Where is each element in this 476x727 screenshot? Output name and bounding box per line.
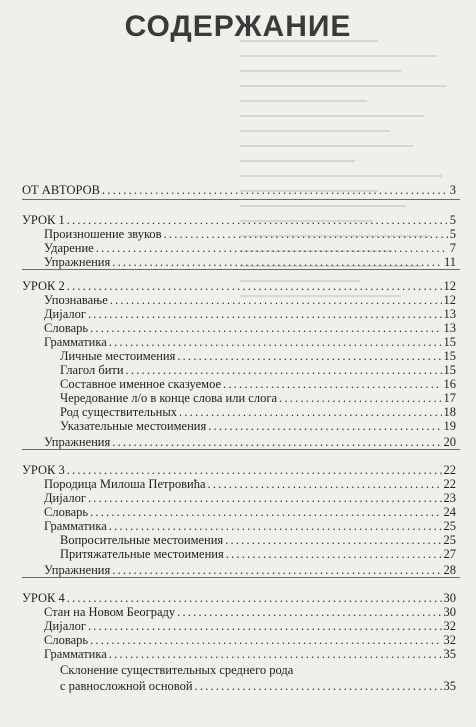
- toc-entry[interactable]: [44, 321, 456, 335]
- toc-entry-title: Притяжательные местоимения: [60, 547, 224, 561]
- toc-entry[interactable]: [44, 477, 456, 491]
- toc-page-number: 13: [443, 321, 456, 335]
- toc-entry[interactable]: [44, 293, 456, 307]
- dot-leader: [177, 605, 441, 619]
- toc-entry-title: с равносложной основой: [60, 679, 193, 693]
- dot-leader: [88, 491, 442, 505]
- toc-entry-title: Указательные местоимения: [60, 419, 207, 433]
- toc-page-number: 35: [443, 679, 456, 693]
- toc-entry-title: Глагол бити: [60, 363, 124, 377]
- toc-entry-title: Стан на Новом Београду: [44, 605, 176, 619]
- dot-leader: [88, 307, 442, 321]
- toc-entry-title: Грамматика: [44, 647, 107, 661]
- dot-leader: [177, 349, 441, 363]
- toc-page-number: 18: [443, 405, 456, 419]
- dot-leader: [102, 183, 448, 197]
- toc-entry[interactable]: [44, 505, 456, 519]
- toc-page-number: 12: [443, 293, 456, 307]
- toc-entry[interactable]: [44, 619, 456, 633]
- toc-page-number: 32: [443, 633, 456, 647]
- dot-leader: [112, 435, 441, 449]
- dot-leader: [208, 419, 441, 433]
- toc-page-number: 28: [443, 563, 456, 577]
- toc-entry[interactable]: [60, 349, 456, 363]
- toc-entry-title: Род существительных: [60, 405, 178, 419]
- section-divider: [22, 577, 460, 578]
- toc-entry[interactable]: [44, 605, 456, 619]
- toc-entry[interactable]: [60, 377, 456, 391]
- toc-page-number: 32: [443, 619, 456, 633]
- dot-leader: [109, 647, 442, 661]
- toc-page-number: 3: [449, 183, 456, 197]
- toc-entry[interactable]: [44, 647, 456, 661]
- toc-entry-title: УРОК 4: [22, 591, 65, 605]
- toc-entry[interactable]: [44, 491, 456, 505]
- toc-entry-title: УРОК 1: [22, 213, 65, 227]
- toc-entry-title: Составное именное сказуемое: [60, 377, 222, 391]
- section-divider: [22, 269, 460, 270]
- toc-entry-title: Дијалог: [44, 619, 86, 633]
- toc-entry-title: Упознавање: [44, 293, 108, 307]
- toc-entry-title: Ударение: [44, 241, 94, 255]
- toc-entry[interactable]: [44, 227, 456, 241]
- toc-page-number: 30: [443, 605, 456, 619]
- toc-entry[interactable]: [60, 533, 456, 547]
- toc-entry[interactable]: [44, 335, 456, 349]
- toc-page-number: 15: [443, 349, 456, 363]
- toc-entry-title: Словарь: [44, 321, 89, 335]
- toc-entry[interactable]: [22, 213, 456, 227]
- toc-entry[interactable]: [60, 663, 456, 677]
- toc-entry[interactable]: [44, 563, 456, 577]
- dot-leader: [110, 293, 442, 307]
- toc-entry[interactable]: [44, 255, 456, 269]
- toc-entry-title: Словарь: [44, 505, 89, 519]
- dot-leader: [109, 335, 442, 349]
- dot-leader: [90, 321, 441, 335]
- dot-leader: [223, 377, 441, 391]
- toc-entry-title: Упражнения: [44, 435, 111, 449]
- dot-leader: [90, 505, 441, 519]
- toc-entry[interactable]: [44, 241, 456, 255]
- toc-page-number: 23: [443, 491, 456, 505]
- toc-entry-title: Упражнения: [44, 563, 111, 577]
- dot-leader: [96, 241, 448, 255]
- toc-entry[interactable]: [44, 307, 456, 321]
- toc-entry-title: Личные местоимения: [60, 349, 176, 363]
- dot-leader: [109, 519, 442, 533]
- dot-leader: [90, 633, 441, 647]
- dot-leader: [208, 477, 442, 491]
- toc-page-number: 13: [443, 307, 456, 321]
- toc-entry-title: Дијалог: [44, 491, 86, 505]
- dot-leader: [126, 363, 442, 377]
- toc-entry-title: Дијалог: [44, 307, 86, 321]
- toc-entry-title: ОТ АВТОРОВ: [22, 183, 100, 197]
- toc-page-number: 5: [449, 227, 456, 241]
- toc-entry-title: УРОК 3: [22, 463, 65, 477]
- dot-leader: [164, 227, 448, 241]
- toc-entry-title: Склонение существительных среднего рода: [60, 663, 294, 677]
- toc-entry-title: Произношение звуков: [44, 227, 162, 241]
- toc-page-number: 35: [443, 647, 456, 661]
- dot-leader: [195, 679, 442, 693]
- toc-page-number: 7: [449, 241, 456, 255]
- toc-page-number: 20: [443, 435, 456, 449]
- toc-entry-title: Чередование л/о в конце слова или слога: [60, 391, 278, 405]
- dot-leader: [67, 213, 448, 227]
- toc-page-number: 22: [443, 477, 456, 491]
- dot-leader: [67, 463, 442, 477]
- toc-entry[interactable]: [22, 183, 456, 197]
- toc-page-number: 25: [443, 519, 456, 533]
- toc-entry-title: УРОК 2: [22, 279, 65, 293]
- toc-page-number: 15: [443, 335, 456, 349]
- toc-entry[interactable]: [60, 547, 456, 561]
- dot-leader: [225, 533, 441, 547]
- dot-leader: [67, 279, 442, 293]
- toc-page-number: 12: [443, 279, 456, 293]
- toc-entry-title: Упражнения: [44, 255, 111, 269]
- toc-entry[interactable]: [22, 279, 456, 293]
- dot-leader: [226, 547, 442, 561]
- toc-entry[interactable]: [22, 591, 456, 605]
- toc-page-number: 25: [443, 533, 456, 547]
- toc-entry-title: Словарь: [44, 633, 89, 647]
- toc-page-number: 11: [443, 255, 456, 269]
- page-title: СОДЕРЖАНИЕ: [124, 10, 352, 43]
- toc-page-number: 5: [449, 213, 456, 227]
- toc-page-number: 19: [443, 419, 456, 433]
- toc-entry[interactable]: [60, 679, 456, 693]
- section-divider: [22, 199, 460, 200]
- dot-leader: [179, 405, 441, 419]
- toc-page-number: 17: [443, 391, 456, 405]
- toc-page-number: 15: [443, 363, 456, 377]
- toc-entry[interactable]: [60, 363, 456, 377]
- toc-entry-title: Породица Милоша Петровића: [44, 477, 206, 491]
- dot-leader: [279, 391, 441, 405]
- toc-entry[interactable]: [60, 391, 456, 405]
- toc-entry-title: Грамматика: [44, 335, 107, 349]
- toc-page-number: 16: [443, 377, 456, 391]
- dot-leader: [88, 619, 442, 633]
- dot-leader: [112, 255, 442, 269]
- toc-entry-title: Грамматика: [44, 519, 107, 533]
- toc-entry[interactable]: [44, 633, 456, 647]
- toc-entry-title: Вопросительные местоимения: [60, 533, 224, 547]
- toc-page-number: 30: [443, 591, 456, 605]
- toc-entry[interactable]: [60, 405, 456, 419]
- toc-page-number: 27: [443, 547, 456, 561]
- dot-leader: [67, 591, 442, 605]
- toc-page-number: 24: [443, 505, 456, 519]
- dot-leader: [112, 563, 441, 577]
- toc-entry[interactable]: [44, 519, 456, 533]
- toc-entry[interactable]: [44, 435, 456, 449]
- toc-page-number: 22: [443, 463, 456, 477]
- section-divider: [22, 449, 460, 450]
- toc-entry[interactable]: [22, 463, 456, 477]
- toc-entry[interactable]: [60, 419, 456, 433]
